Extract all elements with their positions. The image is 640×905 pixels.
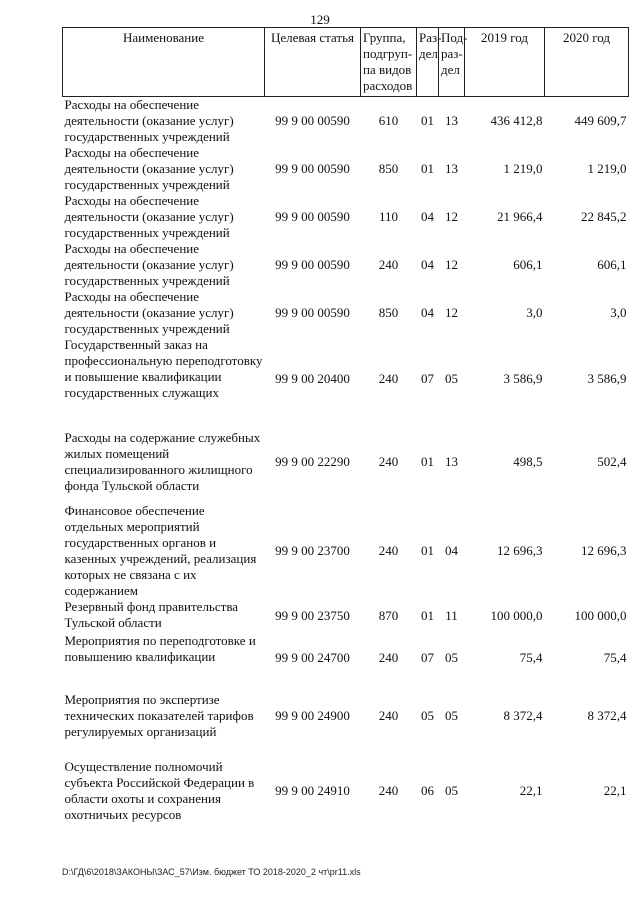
row-group-code: 610 xyxy=(378,113,399,128)
row-value-2019: 100 000,0 xyxy=(490,608,543,623)
row-target-code: 99 9 00 22290 xyxy=(275,454,350,469)
row-value-2019: 12 696,3 xyxy=(497,543,543,558)
row-group-code: 870 xyxy=(378,608,399,623)
budget-table xyxy=(62,27,629,833)
table-body xyxy=(63,97,629,834)
header-year-2019: 2019 год xyxy=(465,28,545,97)
row-subsection-code: 04 xyxy=(445,543,458,558)
row-name: Резервный фонд правительства Тульской области xyxy=(64,599,239,630)
row-value-2019: 21 966,4 xyxy=(497,209,543,224)
row-subsection-code: 13 xyxy=(445,161,458,176)
row-subsection-code: 05 xyxy=(445,371,458,386)
row-section-code: 04 xyxy=(421,305,434,320)
row-section-code: 04 xyxy=(421,209,434,224)
row-group-code: 240 xyxy=(378,257,399,272)
row-subsection-code: 12 xyxy=(445,209,458,224)
table-row xyxy=(63,683,629,749)
row-value-2019: 75,4 xyxy=(519,650,543,665)
row-subsection-code: 05 xyxy=(445,783,458,798)
table-row xyxy=(63,337,629,421)
header-target: Целевая статья xyxy=(265,28,361,97)
row-target-code: 99 9 00 00590 xyxy=(275,161,350,176)
row-target-code: 99 9 00 23750 xyxy=(275,608,350,623)
row-section-code: 01 xyxy=(421,608,434,623)
row-value-2019: 498,5 xyxy=(513,454,543,469)
row-target-code: 99 9 00 24910 xyxy=(275,783,350,798)
row-value-2019: 1 219,0 xyxy=(503,161,543,176)
row-name: Мероприятия по переподготовке и повышению квалификации xyxy=(64,633,256,664)
row-section-code: 06 xyxy=(421,783,434,798)
table-row xyxy=(63,503,629,599)
row-value-2019: 606,1 xyxy=(513,257,543,272)
table-row xyxy=(63,633,629,683)
row-name: Расходы на обеспечение деятельности (оказание услуг) государственных учреждений xyxy=(64,145,234,192)
table-row xyxy=(63,193,629,241)
row-subsection-code: 13 xyxy=(445,113,458,128)
row-group-code: 240 xyxy=(378,650,399,665)
row-value-2020: 22 845,2 xyxy=(581,209,627,224)
table-row xyxy=(63,289,629,337)
row-section-code: 05 xyxy=(421,708,434,723)
header-subsection: Под-раз-дел xyxy=(439,28,465,97)
row-subsection-code: 05 xyxy=(445,650,458,665)
row-group-code: 240 xyxy=(378,708,399,723)
row-section-code: 07 xyxy=(421,650,434,665)
table-row xyxy=(63,599,629,633)
row-value-2020: 3 586,9 xyxy=(587,371,627,386)
header-name: Наименование xyxy=(63,28,265,97)
row-group-code: 240 xyxy=(378,454,399,469)
table-row xyxy=(63,421,629,503)
row-subsection-code: 11 xyxy=(445,608,458,623)
header-group: Группа, подгруп-па видов расходов xyxy=(361,28,417,97)
header-year-2020: 2020 год xyxy=(545,28,629,97)
row-name: Мероприятия по экспертизе технических показателей тарифов регулируемых организаций xyxy=(64,692,254,739)
row-value-2019: 8 372,4 xyxy=(503,708,543,723)
row-value-2020: 3,0 xyxy=(610,305,627,320)
table-row xyxy=(63,241,629,289)
row-group-code: 240 xyxy=(378,371,399,386)
row-section-code: 01 xyxy=(421,161,434,176)
row-name: Расходы на содержание служебных жилых помещений специализированного жилищного фонда Тульской области xyxy=(64,430,261,493)
row-value-2020: 449 609,7 xyxy=(574,113,627,128)
row-group-code: 110 xyxy=(378,209,399,224)
row-value-2019: 22,1 xyxy=(519,783,543,798)
row-section-code: 04 xyxy=(421,257,434,272)
row-section-code: 01 xyxy=(421,543,434,558)
table-row xyxy=(63,97,629,146)
row-value-2020: 100 000,0 xyxy=(574,608,627,623)
row-name: Государственный заказ на профессиональную переподготовку и повышение квалификации государственных служащих xyxy=(64,337,263,400)
row-target-code: 99 9 00 24900 xyxy=(275,708,350,723)
row-value-2020: 75,4 xyxy=(603,650,627,665)
row-name: Расходы на обеспечение деятельности (оказание услуг) государственных учреждений xyxy=(64,241,234,288)
row-group-code: 850 xyxy=(378,305,399,320)
row-target-code: 99 9 00 24700 xyxy=(275,650,350,665)
page-number: 129 xyxy=(310,12,330,27)
header-section: Раз-дел xyxy=(417,28,439,97)
row-subsection-code: 05 xyxy=(445,708,458,723)
file-path-footer: D:\ГД\6\2018\ЗАКОНЫ\ЗАС_57\Изм. бюджет ТО 2018-2020_2 чт\pr11.xls xyxy=(62,867,361,877)
row-target-code: 99 9 00 00590 xyxy=(275,305,350,320)
row-target-code: 99 9 00 00590 xyxy=(275,209,350,224)
table-row xyxy=(63,145,629,193)
row-target-code: 99 9 00 00590 xyxy=(275,257,350,272)
row-section-code: 01 xyxy=(421,454,434,469)
row-target-code: 99 9 00 20400 xyxy=(275,371,350,386)
row-section-code: 01 xyxy=(421,113,434,128)
row-group-code: 850 xyxy=(378,161,399,176)
row-value-2020: 22,1 xyxy=(603,783,627,798)
row-subsection-code: 12 xyxy=(445,305,458,320)
row-subsection-code: 13 xyxy=(445,454,458,469)
row-group-code: 240 xyxy=(378,543,399,558)
row-name: Осуществление полномочий субъекта Российской Федерации в области охоты и сохранения охотничьих ресурсов xyxy=(64,759,255,822)
row-value-2019: 3,0 xyxy=(526,305,543,320)
row-value-2019: 436 412,8 xyxy=(490,113,543,128)
row-name: Расходы на обеспечение деятельности (оказание услуг) государственных учреждений xyxy=(64,289,234,336)
row-name: Расходы на обеспечение деятельности (оказание услуг) государственных учреждений xyxy=(64,193,234,240)
row-section-code: 07 xyxy=(421,371,434,386)
row-value-2020: 502,4 xyxy=(597,454,627,469)
row-value-2020: 12 696,3 xyxy=(581,543,627,558)
table-header-row xyxy=(63,28,629,97)
row-value-2019: 3 586,9 xyxy=(503,371,543,386)
row-value-2020: 606,1 xyxy=(597,257,627,272)
table-row xyxy=(63,749,629,833)
row-value-2020: 1 219,0 xyxy=(587,161,627,176)
row-name: Финансовое обеспечение отдельных мероприятий государственных органов и казенных учреждений, реализация которых не связана с их содержанием xyxy=(64,503,257,598)
row-group-code: 240 xyxy=(378,783,399,798)
row-value-2020: 8 372,4 xyxy=(587,708,627,723)
row-subsection-code: 12 xyxy=(445,257,458,272)
row-name: Расходы на обеспечение деятельности (оказание услуг) государственных учреждений xyxy=(64,97,234,144)
row-target-code: 99 9 00 23700 xyxy=(275,543,350,558)
row-target-code: 99 9 00 00590 xyxy=(275,113,350,128)
